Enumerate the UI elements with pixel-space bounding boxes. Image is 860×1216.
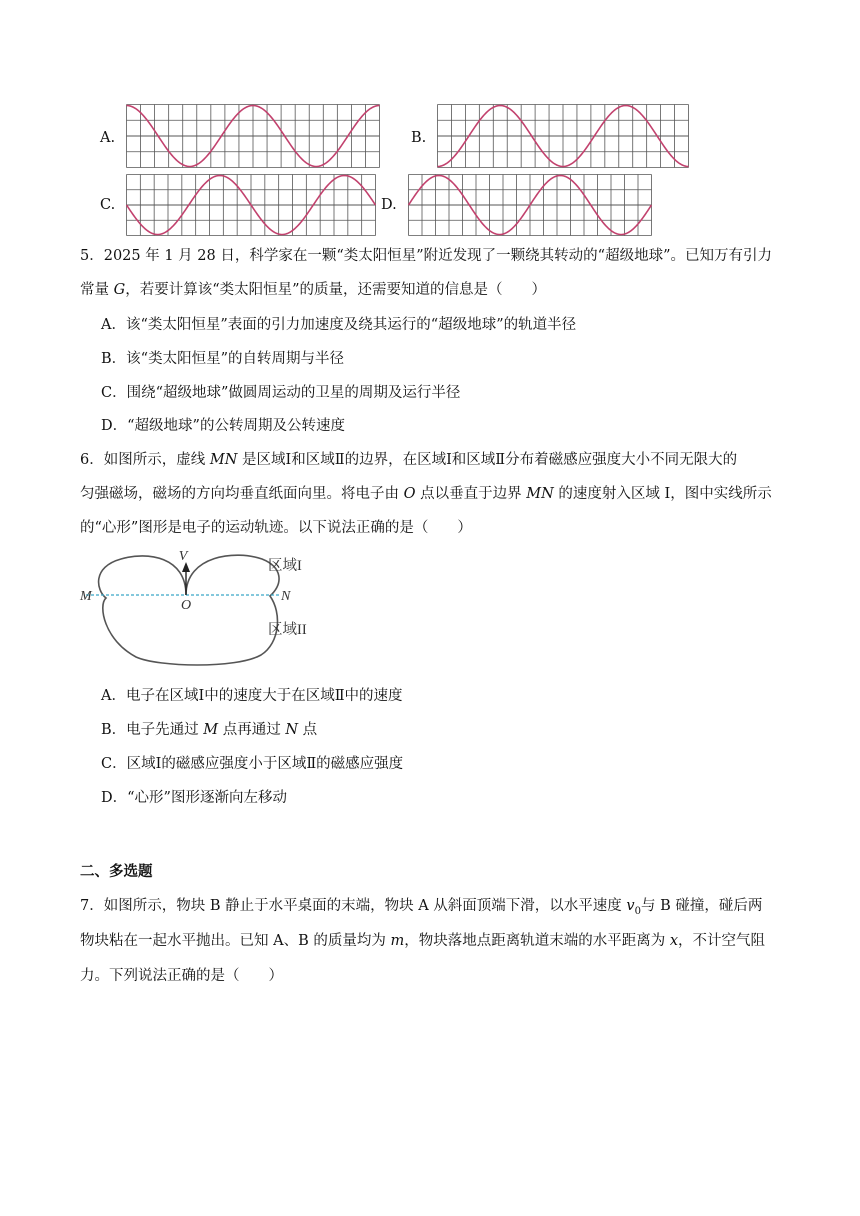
q7-text: 物块粘在一起水平抛出。已知 A、B 的质量均为 — [80, 933, 391, 949]
q6-var-m: M — [203, 722, 219, 738]
q6-stem-line2 — [80, 484, 772, 504]
q6-option-d: D．“心形”图形逐渐向左移动 — [101, 790, 287, 806]
q5-option-d: D．“超级地球”的公转周期及公转速度 — [101, 418, 345, 434]
q6-text: 点以垂直于边界 — [415, 486, 527, 502]
q6-var-o: O — [403, 486, 416, 502]
heart-trajectory-figure — [76, 545, 336, 675]
q5-text: ，若要计算该“类太阳恒星”的质量，还需要知道的信息是（ ） — [125, 282, 547, 298]
q6-var-mn: MN — [526, 486, 554, 502]
q6-text: B．电子先通过 — [101, 722, 204, 738]
label-o: O — [180, 598, 192, 613]
q7-var-v: v — [626, 898, 635, 914]
q7-text: ，物块落地点距离轨道末端的水平距离为 — [404, 933, 670, 949]
q7-stem-line1 — [80, 896, 762, 922]
q7-text: 7．如图所示，物块 B 静止于水平桌面的末端，物块 A 从斜面顶端下滑，以水平速度 — [80, 898, 627, 914]
q6-option-b — [101, 720, 317, 740]
q5-text: 常量 — [80, 282, 114, 298]
q7-var-m: m — [390, 933, 405, 949]
q6-var-mn: MN — [209, 452, 238, 468]
q6-text: 匀强磁场，磁场的方向均垂直纸面向里。将电子由 — [80, 486, 404, 502]
wave-option-c-label: C. — [100, 197, 116, 213]
q6-text: 6．如图所示，虚线 — [80, 452, 210, 468]
q6-stem-line1 — [80, 450, 737, 470]
wave-option-b-label: B. — [411, 130, 427, 146]
q6-text: 的速度射入区域 I，图中实线所示 — [553, 486, 772, 502]
wave-graph-c — [126, 174, 376, 236]
q6-var-n: N — [285, 722, 299, 738]
wave-option-d-label: D. — [381, 197, 397, 213]
q7-text: ，不计空气阻 — [678, 933, 765, 949]
wave-graph-d — [408, 174, 652, 236]
q7-var-v-sub: 0 — [634, 905, 641, 917]
q5-stem-line1: 5．2025 年 1 月 28 日，科学家在一颗“类太阳恒星”附近发现了一颗绕其转动的“超级地球”。已知万有引力 — [80, 248, 772, 264]
section-heading-multiple-choice: 二、多选题 — [80, 863, 153, 880]
q6-option-a: A．电子在区域Ⅰ中的速度大于在区域Ⅱ中的速度 — [101, 688, 403, 704]
label-v: V — [178, 549, 188, 564]
q7-stem-line2 — [80, 931, 765, 951]
q7-var-x: x — [669, 933, 678, 949]
q6-text: 点再通过 — [218, 722, 286, 738]
q6-text: 是区域Ⅰ和区域Ⅱ的边界，在区域Ⅰ和区域Ⅱ分布着磁感应强度大小不同无限大的 — [237, 452, 738, 468]
q6-text: 点 — [298, 722, 318, 738]
label-region-1: 区域I — [268, 558, 302, 574]
label-region-2: 区域II — [268, 622, 307, 638]
q6-option-c: C．区域Ⅰ的磁感应强度小于区域Ⅱ的磁感应强度 — [101, 756, 404, 772]
q5-option-b: B．该“类太阳恒星”的自转周期与半径 — [101, 351, 344, 367]
q7-text: 与 B 碰撞，碰后两 — [640, 898, 763, 914]
q5-option-a: A．该“类太阳恒星”表面的引力加速度及绕其运行的“超级地球”的轨道半径 — [101, 317, 577, 333]
label-m: M — [80, 589, 92, 604]
q5-option-c: C．围绕“超级地球”做圆周运动的卫星的周期及运行半径 — [101, 385, 461, 401]
wave-graph-a — [126, 104, 380, 168]
q6-stem-line3: 的“心形”图形是电子的运动轨迹。以下说法正确的是（ ） — [80, 520, 472, 536]
label-n: N — [281, 589, 291, 604]
wave-graph-b — [437, 104, 689, 168]
q5-var-g: G — [113, 282, 126, 298]
q7-stem-line3: 力。下列说法正确的是（ ） — [80, 968, 283, 984]
wave-option-a-label: A. — [100, 130, 116, 146]
q5-stem-line2 — [80, 280, 546, 300]
